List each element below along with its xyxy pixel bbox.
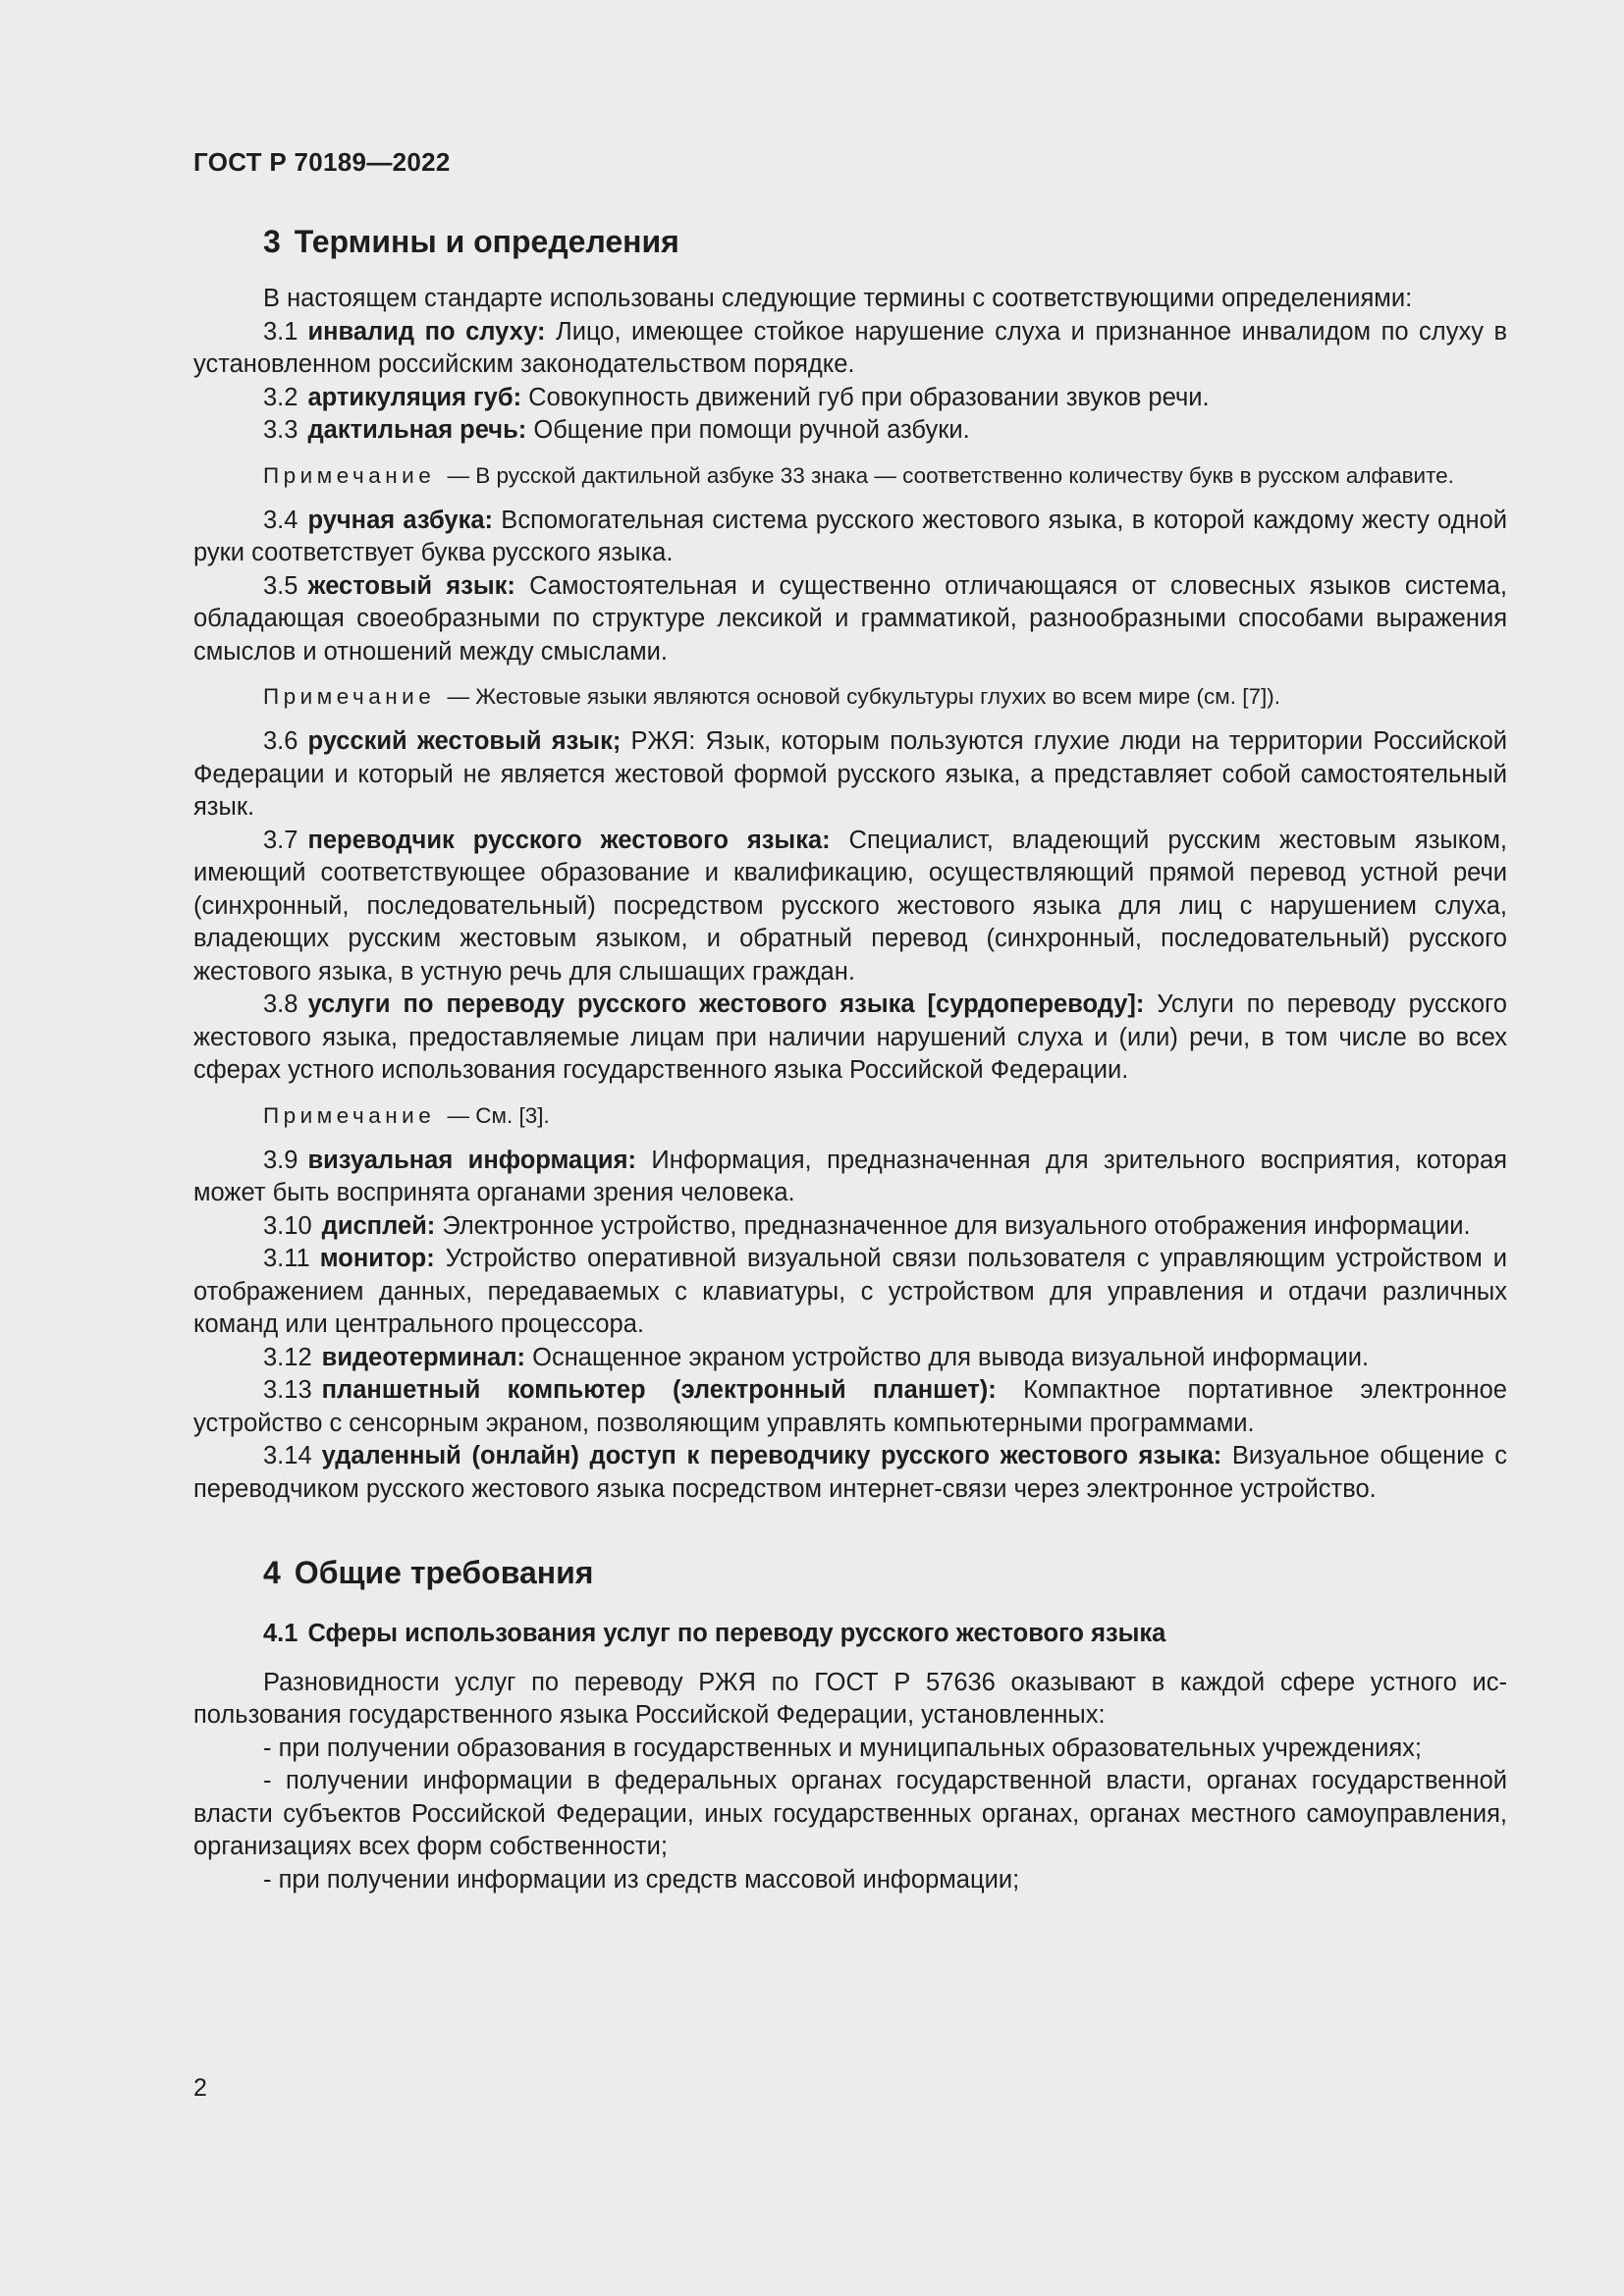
term-3-6 bbox=[193, 725, 1507, 825]
term-definition: Совокупность движений губ при образовании звуков речи. bbox=[521, 383, 1210, 411]
term-name: визуальная информация: bbox=[307, 1146, 636, 1174]
term-name: видеотерминал: bbox=[321, 1343, 526, 1371]
term-name: услуги по переводу русского жестового языка [сурдопереводу]: bbox=[307, 990, 1145, 1018]
note bbox=[193, 1101, 1507, 1131]
term-definition: Вспомогательная система русского жестового языка, в которой каждому жесту одной руки соответствует буква русского языка. bbox=[193, 506, 1507, 566]
term-number: 3.14 bbox=[263, 1442, 312, 1469]
term-definition: Визуальное общение с переводчиком русского жестового языка посредством интернет-связи через электронное устройство. bbox=[193, 1442, 1507, 1503]
list-item: - при получении образования в государственных и муниципальных образовательных учреждениях; bbox=[263, 1734, 1422, 1762]
term-3-8 bbox=[193, 988, 1507, 1088]
term-number: 3.6 bbox=[263, 727, 298, 755]
term-name: переводчик русского жестового языка: bbox=[307, 826, 831, 854]
section-3-heading bbox=[193, 222, 1507, 261]
term-definition: Лицо, имеющее стойкое нарушение слуха и признанное инвалидом по слуху в установленном российским законодательством порядке. bbox=[193, 317, 1507, 378]
term-name: инвалид по слуху: bbox=[307, 317, 546, 346]
term-3-5 bbox=[193, 570, 1507, 669]
term-3-13 bbox=[193, 1374, 1507, 1440]
term-number: 3.1 bbox=[263, 317, 298, 346]
subsection-number: 4.1 bbox=[263, 1620, 298, 1647]
term-definition: РЖЯ: Язык, которым пользуются глухие люди на территории Российской Федерации и который не является жестовой формой русского языка, а представляет собой самостоятельный язык. bbox=[193, 727, 1507, 821]
note bbox=[193, 461, 1507, 491]
term-3-7 bbox=[193, 825, 1507, 989]
subsection-intro: Разновидности услуг по переводу РЖЯ по ГОСТ Р 57636 оказывают в каждой сфере устного использования государственного языка Российской Федерации, установленных: bbox=[193, 1668, 1507, 1729]
term-name: русский жестовый язык; bbox=[307, 727, 622, 755]
term-number: 3.12 bbox=[263, 1343, 312, 1371]
term-3-10 bbox=[193, 1210, 1507, 1244]
term-name: артикуляция губ: bbox=[307, 383, 522, 411]
term-definition: Электронное устройство, предназначенное для визуального отображения информации. bbox=[435, 1211, 1471, 1240]
term-number: 3.3 bbox=[263, 416, 298, 444]
term-name: ручная азбука: bbox=[307, 506, 494, 534]
term-definition: Услуги по переводу русского жестового языка, предоставляемые лицам при наличии нарушений слуха и (или) речи, в том числе во всех сферах устного использования государственного языка Российской Федерации. bbox=[193, 990, 1507, 1084]
section-intro: В настоящем стандарте использованы следующие термины с соответствующими определениями: bbox=[263, 285, 1413, 312]
section-spacer bbox=[193, 1506, 1507, 1553]
term-3-12 bbox=[193, 1342, 1507, 1375]
term-number: 3.2 bbox=[263, 383, 298, 411]
term-number: 3.8 bbox=[263, 990, 298, 1018]
term-name: жестовый язык: bbox=[307, 571, 515, 600]
term-3-11 bbox=[193, 1243, 1507, 1342]
term-definition: Специалист, владеющий русским жестовым языком, имеющий соответствующее образование и квалификацию, осуществляющий прямой перевод устной речи (синхронный, последовательный) посредством русского жестового языка для лиц с нарушением слуха, владеющих русским жестовым языком, и обратный перевод (синхронный, последовательный) русского жестового языка, в устную речь для слышащих граждан. bbox=[193, 826, 1507, 986]
list-item: - при получении информации из средств массовой информации; bbox=[263, 1865, 1020, 1894]
document-body bbox=[193, 222, 1507, 1896]
page-number: 2 bbox=[193, 2074, 207, 2102]
term-3-9 bbox=[193, 1145, 1507, 1210]
section-title: Термины и определения bbox=[294, 224, 679, 259]
document-header: ГОСТ Р 70189—2022 bbox=[193, 147, 451, 177]
term-definition: Информация, предназначенная для зрительного восприятия, которая может быть воспринята органами зрения человека. bbox=[193, 1146, 1507, 1206]
term-3-2 bbox=[193, 382, 1507, 415]
note-label: Примечание bbox=[263, 462, 436, 488]
term-definition: Оснащенное экраном устройство для вывода визуальной информации. bbox=[525, 1343, 1370, 1371]
term-3-14 bbox=[193, 1440, 1507, 1506]
note bbox=[193, 682, 1507, 712]
term-name: дактильная речь: bbox=[307, 416, 527, 444]
section-number: 4 bbox=[263, 1555, 281, 1590]
term-definition: Самостоятельная и существенно отличающаяся от словесных языков система, обладающая своеобразными по структуре лексикой и грамматикой, разнообразными способами выражения смыслов и отношений между смыслами. bbox=[193, 571, 1507, 666]
note-text: — Жестовые языки являются основой субкультуры глухих во всем мире (см. [7]). bbox=[441, 684, 1281, 709]
note-text: — В русской дактильной азбуке 33 знака — соответственно количеству букв в русском алфавите. bbox=[441, 462, 1454, 488]
term-definition: Компактное портативное электронное устройство с сенсорным экраном, позволяющим управлять компьютерными программами. bbox=[193, 1376, 1507, 1437]
term-definition: Общение при помощи ручной азбуки. bbox=[526, 416, 970, 444]
section-title: Общие требования bbox=[294, 1555, 594, 1590]
term-number: 3.4 bbox=[263, 506, 298, 534]
term-3-4 bbox=[193, 505, 1507, 570]
term-number: 3.9 bbox=[263, 1146, 298, 1174]
term-number: 3.10 bbox=[263, 1211, 312, 1240]
term-3-3 bbox=[193, 414, 1507, 448]
term-definition: Устройство оперативной визуальной связи пользователя с управляющим устройством и отображением данных, передаваемых с клавиатуры, с устройством для управления и отдачи различных команд или центрального процессора. bbox=[193, 1245, 1507, 1338]
section-4-heading bbox=[193, 1553, 1507, 1592]
term-3-1 bbox=[193, 316, 1507, 382]
subsection-title: Сферы использования услуг по переводу русского жестового языка bbox=[307, 1620, 1166, 1647]
term-number: 3.11 bbox=[263, 1245, 310, 1272]
note-label: Примечание bbox=[263, 1102, 436, 1128]
term-name: удаленный (онлайн) доступ к переводчику русского жестового языка: bbox=[321, 1442, 1222, 1469]
term-number: 3.5 bbox=[263, 571, 298, 600]
term-number: 3.13 bbox=[263, 1376, 312, 1404]
list-item: - получении информации в федеральных органах государственной власти, органах государственной власти субъектов Российской Федерации, иных государственных органах, органах местного самоуправления, организациях всех форм собственности; bbox=[193, 1767, 1507, 1860]
section-number: 3 bbox=[263, 224, 281, 259]
term-name: монитор: bbox=[319, 1245, 435, 1272]
subsection-4-1-heading bbox=[193, 1618, 1507, 1651]
term-name: дисплей: bbox=[321, 1211, 436, 1240]
note-text: — См. [3]. bbox=[441, 1102, 550, 1128]
term-number: 3.7 bbox=[263, 826, 298, 854]
note-label: Примечание bbox=[263, 684, 436, 709]
term-name: планшетный компьютер (электронный планшет): bbox=[321, 1376, 997, 1404]
